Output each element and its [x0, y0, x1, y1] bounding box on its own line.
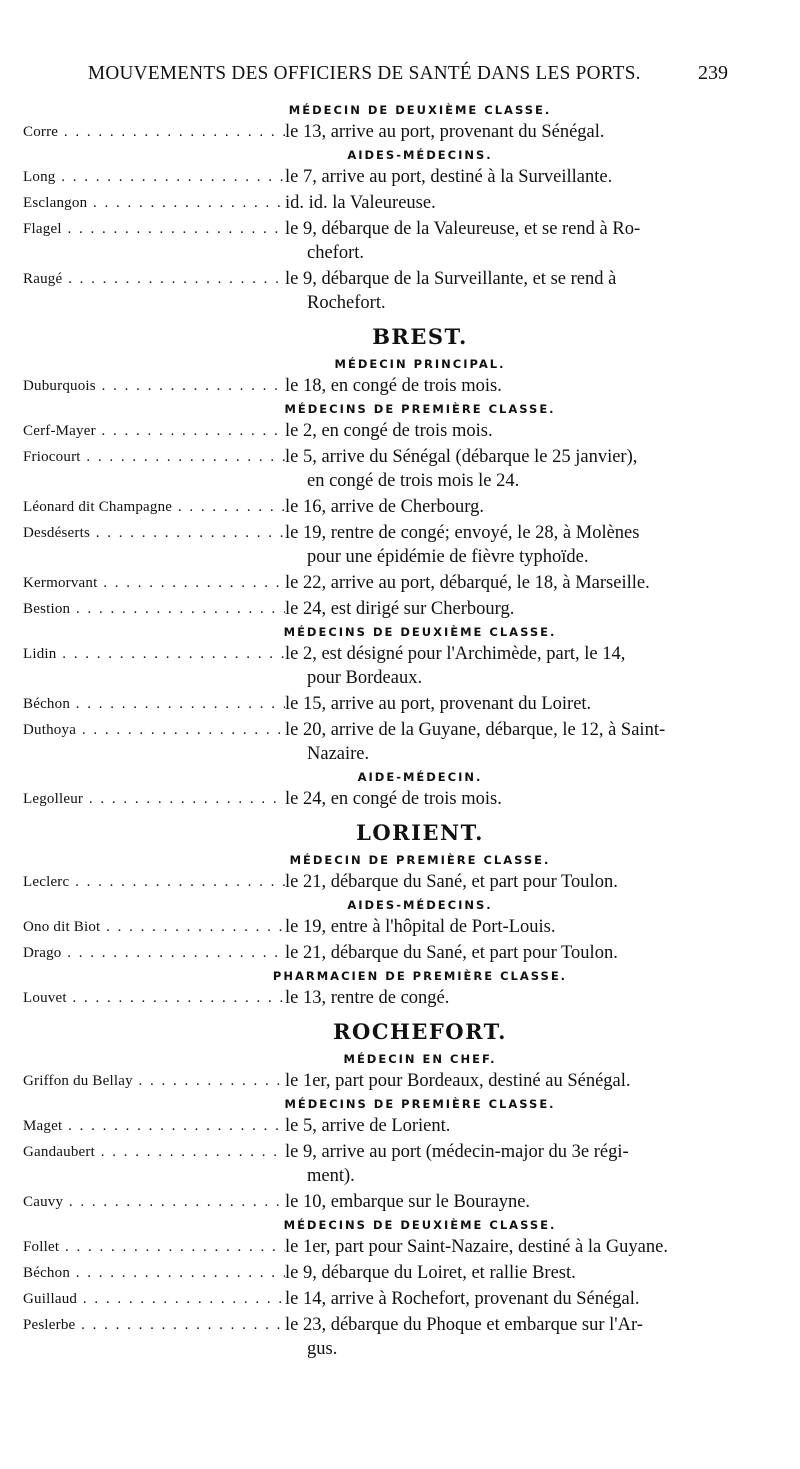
movement-text	[285, 165, 760, 189]
officer-name: Kermorvant . . .	[23, 571, 285, 595]
section-heading: MÉDECINS DE PREMIÈRE CLASSE.	[284, 402, 556, 416]
movement-line: le 9, débarque de la Surveillante, et se rend à	[285, 269, 617, 289]
movement-text	[285, 191, 760, 215]
movement-line-continued: en congé de trois mois le 24.	[307, 471, 520, 491]
officer-name: Peslerbe . . .	[23, 1313, 285, 1337]
document-body	[0, 101, 800, 1363]
movement-line-continued: Nazaire.	[307, 744, 370, 764]
movement-text	[285, 986, 760, 1010]
movement-text	[285, 1069, 760, 1093]
officer-name: Esclangon . . .	[23, 191, 285, 215]
officer-name: Raugé . . .	[23, 267, 285, 291]
officer-entry	[23, 1313, 760, 1361]
section-heading: MÉDECIN EN CHEF.	[343, 1052, 497, 1066]
movement-line: le 9, débarque de la Valeureuse, et se rend à Ro-	[285, 219, 641, 239]
movement-text	[285, 692, 760, 716]
movement-text	[285, 571, 760, 595]
officer-name: Follet . . .	[23, 1235, 285, 1259]
movement-text	[285, 597, 760, 621]
officer-name: Bestion . . .	[23, 597, 285, 621]
officer-entry	[23, 165, 760, 189]
movement-line: le 2, est désigné pour l'Archimède, part, le 14,	[285, 644, 626, 664]
movement-text	[285, 1313, 760, 1361]
officer-entry	[23, 941, 760, 965]
port-heading: ROCHEFORT.	[333, 1019, 507, 1044]
officer-entry	[23, 1235, 760, 1259]
section-heading: MÉDECINS DE DEUXIÈME CLASSE.	[283, 1218, 557, 1232]
officer-name: Desdéserts . . .	[23, 521, 285, 545]
movement-line-continued: pour une épidémie de fièvre typhoïde.	[307, 547, 589, 567]
running-head-title: MOUVEMENTS DES OFFICIERS DE SANTÉ DANS LES PORTS.	[88, 62, 641, 84]
officer-entry	[23, 267, 760, 315]
officer-entry	[23, 915, 760, 939]
running-head	[88, 62, 728, 86]
officer-entry	[23, 986, 760, 1010]
movement-line: le 7, arrive au port, destiné à la Surveillante.	[285, 167, 613, 187]
officer-name: Louvet . . .	[23, 986, 285, 1010]
officer-entry	[23, 571, 760, 595]
port-heading: LORIENT.	[356, 820, 484, 845]
officer-name: Maget . . .	[23, 1114, 285, 1138]
movement-text	[285, 267, 760, 315]
movement-text	[285, 1190, 760, 1214]
movement-line: le 19, rentre de congé; envoyé, le 28, à Molènes	[285, 523, 640, 543]
movement-line: le 22, arrive au port, débarqué, le 18, à Marseille.	[285, 573, 650, 593]
movement-line: le 10, embarque sur le Bourayne.	[285, 1192, 531, 1212]
movement-text	[285, 1235, 760, 1259]
movement-line-continued: chefort.	[307, 243, 365, 263]
officer-entry	[23, 191, 760, 215]
movement-text	[285, 1140, 760, 1188]
section-heading: MÉDECINS DE PREMIÈRE CLASSE.	[284, 1097, 556, 1111]
officer-entry	[23, 1140, 760, 1188]
movement-line: le 9, débarque du Loiret, et rallie Brest.	[285, 1263, 576, 1283]
movement-line: le 5, arrive du Sénégal (débarque le 25 janvier),	[285, 447, 638, 467]
officer-name: Duthoya . . .	[23, 718, 285, 742]
officer-entry	[23, 374, 760, 398]
movement-line: le 18, en congé de trois mois.	[285, 376, 502, 396]
movement-line: le 16, arrive de Cherbourg.	[285, 497, 484, 517]
officer-name: Ono dit Biot . . .	[23, 915, 285, 939]
officer-name: Lidin . . .	[23, 642, 285, 666]
movement-line: le 21, débarque du Sané, et part pour Toulon.	[285, 943, 618, 963]
officer-entry	[23, 1069, 760, 1093]
section-heading: MÉDECIN DE DEUXIÈME CLASSE.	[288, 103, 552, 117]
movement-line: le 24, est dirigé sur Cherbourg.	[285, 599, 515, 619]
movement-text	[285, 495, 760, 519]
officer-name: Gandaubert . . .	[23, 1140, 285, 1164]
movement-line-continued: pour Bordeaux.	[307, 668, 423, 688]
officer-entry	[23, 495, 760, 519]
officer-name: Drago . . .	[23, 941, 285, 965]
officer-entry	[23, 419, 760, 443]
officer-name: Legolleur . . .	[23, 787, 285, 811]
section-heading: AIDES-MÉDECINS.	[347, 898, 493, 912]
officer-entry	[23, 692, 760, 716]
officer-name: Griffon du Bellay . . .	[23, 1069, 285, 1093]
port-heading: BREST.	[372, 324, 468, 349]
movement-text	[285, 445, 760, 493]
section-heading: MÉDECINS DE DEUXIÈME CLASSE.	[283, 625, 557, 639]
movement-line: le 13, arrive au port, provenant du Sénégal.	[285, 122, 605, 142]
officer-entry	[23, 870, 760, 894]
officer-entry	[23, 1114, 760, 1138]
officer-name: Friocourt . . .	[23, 445, 285, 469]
officer-entry	[23, 1261, 760, 1285]
section-heading: PHARMACIEN DE PREMIÈRE CLASSE.	[272, 969, 568, 983]
movement-line: le 14, arrive à Rochefort, provenant du Sénégal.	[285, 1289, 640, 1309]
officer-entry	[23, 1190, 760, 1214]
officer-entry	[23, 120, 760, 144]
movement-line: le 24, en congé de trois mois.	[285, 789, 502, 809]
officer-entry	[23, 521, 760, 569]
movement-text	[285, 642, 760, 690]
officer-entry	[23, 787, 760, 811]
movement-text	[285, 870, 760, 894]
officer-entry	[23, 718, 760, 766]
movement-line: le 19, entre à l'hôpital de Port-Louis.	[285, 917, 556, 937]
section-heading: MÉDECIN PRINCIPAL.	[334, 357, 506, 371]
movement-line: le 23, débarque du Phoque et embarque sur l'Ar-	[285, 1315, 643, 1335]
movement-line-continued: ment).	[307, 1166, 355, 1186]
officer-entry	[23, 642, 760, 690]
movement-text	[285, 1261, 760, 1285]
movement-text	[285, 1114, 760, 1138]
movement-text	[285, 1287, 760, 1311]
officer-name: Béchon . . .	[23, 692, 285, 716]
movement-text	[285, 217, 760, 265]
officer-name: Duburquois . . .	[23, 374, 285, 398]
movement-line: le 1er, part pour Bordeaux, destiné au Sénégal.	[285, 1071, 631, 1091]
officer-name: Corre . . .	[23, 120, 285, 144]
movement-line: le 9, arrive au port (médecin-major du 3e régi-	[285, 1142, 629, 1162]
officer-name: Béchon . . .	[23, 1261, 285, 1285]
movement-line-continued: gus.	[307, 1339, 338, 1359]
movement-text	[285, 521, 760, 569]
movement-line: le 1er, part pour Saint-Nazaire, destiné à la Guyane.	[285, 1237, 668, 1257]
movement-line: le 20, arrive de la Guyane, débarque, le 12, à Saint-	[285, 720, 666, 740]
movement-line: id. id. la Valeureuse.	[285, 193, 436, 213]
movement-text	[285, 941, 760, 965]
section-heading: MÉDECIN DE PREMIÈRE CLASSE.	[289, 853, 551, 867]
officer-entry	[23, 597, 760, 621]
movement-line: le 5, arrive de Lorient.	[285, 1116, 451, 1136]
officer-entry	[23, 1287, 760, 1311]
officer-name: Long . . .	[23, 165, 285, 189]
officer-entry	[23, 445, 760, 493]
officer-name: Flagel . . .	[23, 217, 285, 241]
officer-name: Cauvy . . .	[23, 1190, 285, 1214]
movement-text	[285, 718, 760, 766]
officer-name: Léonard dit Champagne . . .	[23, 495, 285, 519]
officer-name: Cerf-Mayer . . .	[23, 419, 285, 443]
movement-text	[285, 374, 760, 398]
movement-line: le 13, rentre de congé.	[285, 988, 450, 1008]
movement-text	[285, 419, 760, 443]
movement-line: le 2, en congé de trois mois.	[285, 421, 493, 441]
movement-line: le 21, débarque du Sané, et part pour Toulon.	[285, 872, 618, 892]
officer-name: Guillaud . . .	[23, 1287, 285, 1311]
movement-text	[285, 787, 760, 811]
movement-text	[285, 915, 760, 939]
section-heading: AIDES-MÉDECINS.	[347, 148, 493, 162]
movement-line: le 15, arrive au port, provenant du Loiret.	[285, 694, 592, 714]
officer-name: Leclerc . . .	[23, 870, 285, 894]
section-heading: AIDE-MÉDECIN.	[357, 770, 483, 784]
page-number: 239	[698, 62, 728, 84]
movement-line-continued: Rochefort.	[307, 293, 386, 313]
movement-text	[285, 120, 760, 144]
officer-entry	[23, 217, 760, 265]
